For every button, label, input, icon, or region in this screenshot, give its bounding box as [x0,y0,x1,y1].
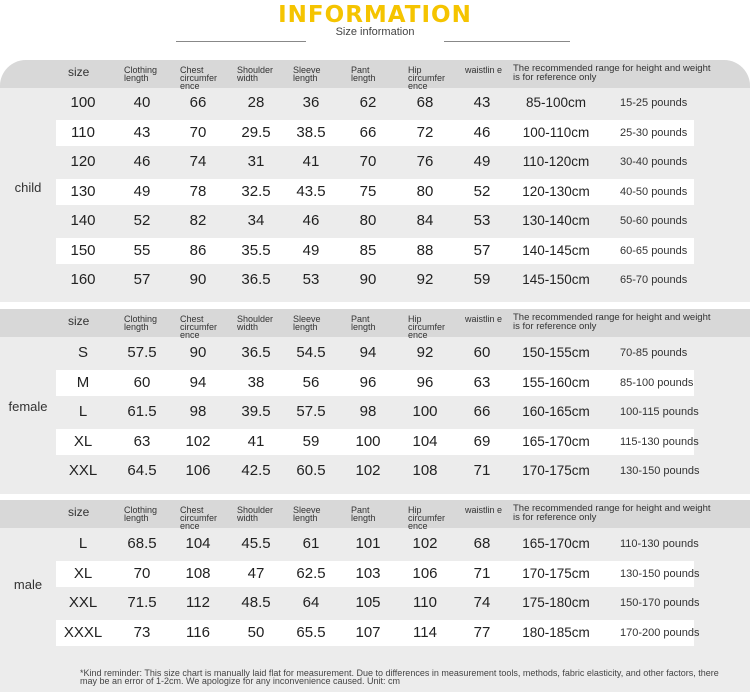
col-header-hip: Hip circumfer ence [408,505,446,531]
cell-size: 160 [70,270,96,288]
cell-weight: 115-130 pounds [620,435,699,448]
col-header-size: size [68,314,90,328]
cell-chest: 86 [189,241,207,259]
col-header-size: size [68,65,90,79]
col-header-note: The recommended range for height and weight is for reference only [513,503,711,523]
cell-size: M [76,373,90,391]
col-header-clothing-length: Clothing length [124,314,158,332]
cell-height: 120-130cm [522,183,590,199]
col-header-shoulder: Shoulder width [237,505,274,523]
cell-shoulder: 35.5 [241,241,271,259]
cell-sleeve: 60.5 [296,461,326,479]
cell-height: 160-165cm [522,403,590,419]
col-header-hip: Hip circumfer ence [408,314,446,340]
cell-chest: 112 [186,593,210,611]
cell-chest: 116 [186,623,210,641]
cell-waist: 74 [473,593,491,611]
cell-hip: 114 [413,623,437,641]
cell-hip: 96 [416,373,434,391]
cell-chest: 102 [185,432,211,450]
cell-clothing-length: 49 [133,182,151,200]
title-rule-left [176,41,306,42]
cell-waist: 57 [473,241,491,259]
cell-pant: 62 [359,93,377,111]
cell-clothing-length: 61.5 [127,402,157,420]
cell-weight: 60-65 pounds [620,244,688,257]
cell-waist: 68 [473,534,491,552]
cell-hip: 102 [412,534,438,552]
cell-chest: 66 [189,93,207,111]
cell-hip: 100 [412,402,438,420]
cell-height: 155-160cm [522,374,590,390]
cell-waist: 43 [473,93,491,111]
cell-sleeve: 65.5 [296,623,326,641]
cell-hip: 110 [413,593,437,611]
cell-sleeve: 62.5 [296,564,326,582]
cell-waist: 60 [473,343,491,361]
cell-sleeve: 38.5 [296,123,326,141]
col-header-sleeve: Sleeve length [293,314,321,332]
cell-size: XXL [68,593,98,611]
cell-size: S [77,343,88,361]
cell-pant: 102 [355,461,381,479]
col-header-waist: waistlin e [465,314,503,324]
cell-size: 100 [70,93,96,111]
cell-height: 170-175cm [522,462,590,478]
cell-weight: 110-130 pounds [620,537,699,550]
cell-sleeve: 64 [302,593,320,611]
cell-weight: 25-30 pounds [620,126,688,139]
cell-sleeve: 57.5 [296,402,326,420]
cell-weight: 30-40 pounds [620,155,688,168]
cell-shoulder: 32.5 [241,182,271,200]
cell-pant: 70 [359,152,377,170]
cell-weight: 65-70 pounds [620,273,688,286]
cell-waist: 66 [473,402,491,420]
col-header-chest: Chest circumfer ence [180,505,218,531]
cell-weight: 40-50 pounds [620,185,688,198]
cell-size: XL [73,564,93,582]
cell-clothing-length: 63 [133,432,151,450]
cell-pant: 75 [359,182,377,200]
cell-pant: 98 [359,402,377,420]
cell-height: 175-180cm [522,594,590,610]
cell-chest: 98 [189,402,207,420]
cell-sleeve: 46 [302,211,320,229]
cell-weight: 130-150 pounds [620,567,700,580]
cell-hip: 72 [416,123,434,141]
cell-chest: 104 [185,534,211,552]
cell-shoulder: 39.5 [241,402,271,420]
col-header-note: The recommended range for height and weight is for reference only [513,312,711,332]
col-header-note: The recommended range for height and weight is for reference only [513,63,711,83]
cell-height: 150-155cm [522,344,590,360]
cell-height: 140-145cm [522,242,590,258]
cell-hip: 106 [412,564,438,582]
cell-hip: 80 [416,182,434,200]
cell-height: 100-110cm [522,124,590,140]
cell-hip: 84 [416,211,434,229]
category-label-child: child [14,180,42,195]
cell-waist: 69 [473,432,491,450]
cell-weight: 170-200 pounds [620,626,700,639]
page-title: INFORMATION [278,2,472,28]
cell-hip: 92 [416,343,434,361]
cell-pant: 90 [359,270,377,288]
title-rule-right [444,41,570,42]
cell-shoulder: 41 [247,432,265,450]
footer-note: *Kind reminder: This size chart is manually laid flat for measurement. Due to differences in measurement tools, methods, fabric elasticity, and other factors, there may be an error of 1-2cm. We apologize for any inconvenience caused. Unit: cm [80,668,719,686]
cell-size: 150 [70,241,96,259]
cell-pant: 85 [359,241,377,259]
cell-weight: 70-85 pounds [620,346,688,359]
cell-clothing-length: 64.5 [127,461,157,479]
cell-chest: 108 [185,564,211,582]
cell-height: 110-120cm [522,153,590,169]
col-header-clothing-length: Clothing length [124,65,158,83]
cell-chest: 74 [189,152,207,170]
cell-waist: 71 [473,461,491,479]
cell-waist: 59 [473,270,491,288]
cell-size: XXXL [63,623,103,641]
col-header-shoulder: Shoulder width [237,65,274,83]
cell-sleeve: 49 [302,241,320,259]
cell-chest: 78 [189,182,207,200]
cell-sleeve: 36 [302,93,320,111]
cell-chest: 106 [185,461,211,479]
cell-hip: 108 [412,461,438,479]
cell-clothing-length: 68.5 [127,534,157,552]
cell-sleeve: 56 [302,373,320,391]
cell-waist: 71 [473,564,491,582]
cell-size: L [78,402,88,420]
col-header-waist: waistlin e [465,505,503,515]
cell-weight: 85-100 pounds [620,376,694,389]
category-label-female: female [8,399,48,414]
cell-waist: 52 [473,182,491,200]
cell-chest: 82 [189,211,207,229]
cell-pant: 66 [359,123,377,141]
col-header-clothing-length: Clothing length [124,505,158,523]
cell-clothing-length: 57.5 [127,343,157,361]
cell-weight: 15-25 pounds [620,96,688,109]
cell-shoulder: 38 [247,373,265,391]
cell-height: 165-170cm [522,535,590,551]
cell-size: 140 [70,211,96,229]
cell-size: L [78,534,88,552]
cell-pant: 101 [355,534,381,552]
cell-clothing-length: 73 [133,623,151,641]
cell-clothing-length: 55 [133,241,151,259]
page-subtitle: Size information [335,26,415,38]
cell-clothing-length: 52 [133,211,151,229]
cell-shoulder: 50 [247,623,265,641]
cell-size: 130 [70,182,96,200]
col-header-sleeve: Sleeve length [293,65,321,83]
col-header-sleeve: Sleeve length [293,505,321,523]
cell-waist: 63 [473,373,491,391]
cell-pant: 96 [359,373,377,391]
col-header-pant: Pant length [351,314,376,332]
cell-chest: 70 [189,123,207,141]
cell-clothing-length: 57 [133,270,151,288]
cell-chest: 90 [189,270,207,288]
cell-shoulder: 36.5 [241,343,271,361]
cell-height: 85-100cm [525,94,587,110]
cell-shoulder: 29.5 [241,123,271,141]
cell-weight: 130-150 pounds [620,464,700,477]
col-header-pant: Pant length [351,65,376,83]
cell-clothing-length: 71.5 [127,593,157,611]
cell-shoulder: 34 [247,211,265,229]
cell-sleeve: 41 [302,152,320,170]
cell-clothing-length: 46 [133,152,151,170]
col-header-hip: Hip circumfer ence [408,65,446,91]
cell-sleeve: 61 [302,534,320,552]
cell-size: XXL [68,461,98,479]
cell-pant: 94 [359,343,377,361]
cell-size: 120 [70,152,96,170]
cell-weight: 50-60 pounds [620,214,688,227]
cell-pant: 100 [355,432,381,450]
col-header-size: size [68,505,90,519]
cell-shoulder: 45.5 [241,534,271,552]
cell-height: 180-185cm [522,624,590,640]
col-header-chest: Chest circumfer ence [180,314,218,340]
cell-waist: 77 [473,623,491,641]
cell-clothing-length: 40 [133,93,151,111]
cell-size: XL [73,432,93,450]
cell-hip: 68 [416,93,434,111]
cell-pant: 103 [355,564,381,582]
cell-clothing-length: 60 [133,373,151,391]
cell-size: 110 [71,123,95,141]
cell-height: 145-150cm [522,271,590,287]
cell-waist: 46 [473,123,491,141]
cell-waist: 49 [473,152,491,170]
cell-height: 170-175cm [522,565,590,581]
col-header-pant: Pant length [351,505,376,523]
cell-hip: 76 [416,152,434,170]
cell-shoulder: 42.5 [241,461,271,479]
col-header-chest: Chest circumfer ence [180,65,218,91]
cell-weight: 100-115 pounds [620,405,699,418]
col-header-shoulder: Shoulder width [237,314,274,332]
cell-sleeve: 54.5 [296,343,326,361]
cell-shoulder: 31 [247,152,265,170]
cell-height: 130-140cm [522,212,590,228]
cell-pant: 105 [355,593,381,611]
category-label-male: male [13,577,43,592]
cell-shoulder: 36.5 [241,270,271,288]
cell-pant: 80 [359,211,377,229]
cell-hip: 88 [416,241,434,259]
cell-clothing-length: 70 [133,564,151,582]
cell-hip: 92 [416,270,434,288]
cell-hip: 104 [412,432,438,450]
cell-chest: 94 [189,373,207,391]
cell-weight: 150-170 pounds [620,596,700,609]
col-header-waist: waistlin e [465,65,503,75]
cell-shoulder: 47 [247,564,265,582]
cell-waist: 53 [473,211,491,229]
cell-clothing-length: 43 [133,123,151,141]
cell-sleeve: 53 [302,270,320,288]
cell-height: 165-170cm [522,433,590,449]
cell-sleeve: 43.5 [296,182,326,200]
cell-shoulder: 28 [247,93,265,111]
cell-shoulder: 48.5 [241,593,271,611]
cell-chest: 90 [189,343,207,361]
cell-sleeve: 59 [302,432,320,450]
cell-pant: 107 [355,623,381,641]
